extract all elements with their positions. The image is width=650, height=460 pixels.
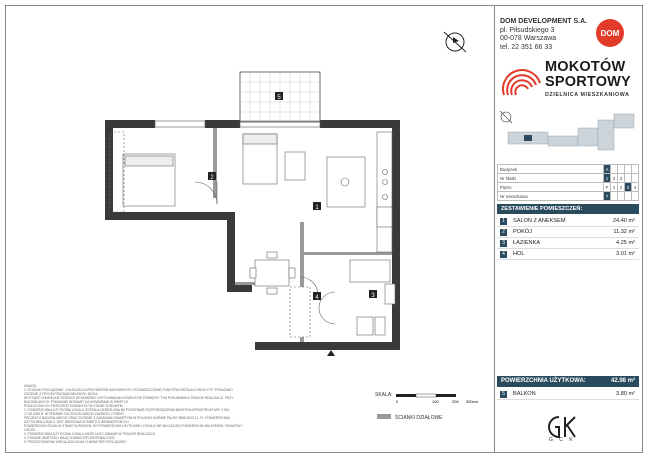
room-name: SALON Z ANEKSEM bbox=[513, 218, 566, 224]
company-address-2: 00-078 Warszawa bbox=[500, 35, 557, 43]
scale-bar bbox=[394, 392, 484, 406]
room-name: HOL bbox=[513, 251, 525, 257]
note-line: UWAGA: bbox=[24, 384, 37, 388]
room-label-3: 3 bbox=[371, 293, 375, 299]
svg-text:DOM: DOM bbox=[600, 29, 620, 38]
note-line: PROJEKTU BUDOWLANEGO ORAZ ZGODNIE Z ZASADAMI ZAWARTYMI W POLSKIEJ NORMIE PN-ISO 9836:2022-11, TJ. POWIERZCHNIA UŻYTKOWA LOKALU JEST MIERZONA W ŚWIETLE WEWNĘTRZNYCH bbox=[24, 416, 230, 424]
info-label: Nr mieszkania bbox=[498, 192, 604, 201]
room-area: 3.01 m² bbox=[616, 251, 635, 257]
usable-area-label: POWIERZCHNIA UŻYTKOWA: bbox=[501, 378, 586, 384]
balcony-row bbox=[497, 389, 639, 400]
room-name: ŁAZIENKA bbox=[513, 240, 541, 246]
room-number: 1 bbox=[500, 218, 507, 225]
room-number: 2 bbox=[500, 229, 507, 236]
info-row-building bbox=[498, 165, 639, 174]
room-name: POKÓJ bbox=[513, 229, 532, 235]
brand-title-line1: MOKOTÓW bbox=[545, 59, 626, 75]
room-area: 11.32 m² bbox=[613, 229, 635, 235]
building-key-map bbox=[498, 108, 640, 162]
info-row-staircase bbox=[498, 174, 639, 183]
room-area: 4.25 m² bbox=[616, 240, 635, 246]
rooms-header: ZESTAWIENIE POMIESZCZEŃ: bbox=[497, 204, 639, 214]
info-cell: 2 bbox=[611, 174, 618, 183]
note-line: 3. POWIERZCHNIA UŻYTKOWA LOKALU MOŻE ULEC ZMIANIE W TRAKCIE REALIZACJI. bbox=[24, 432, 156, 436]
info-cell: A bbox=[604, 165, 611, 174]
room-row bbox=[497, 216, 639, 227]
svg-text:200: 200 bbox=[452, 399, 459, 404]
svg-text:300cm: 300cm bbox=[466, 399, 479, 404]
scale-label: SKALA: bbox=[375, 392, 393, 398]
gck-text: G C K bbox=[549, 437, 576, 443]
info-row-apartment bbox=[498, 192, 639, 201]
furniture bbox=[110, 132, 395, 337]
info-cell: P bbox=[604, 183, 611, 192]
info-cell: 3 bbox=[618, 174, 625, 183]
info-row-floor bbox=[498, 183, 639, 192]
room-name: BALKON bbox=[513, 391, 536, 397]
note-line: WYSTĄPIĆ NIEWIELKIE RÓŻNICE WYMIARÓW I USYTUOWANIA ELEMENTÓW POMIĘDZY TYM RYSUNKIEM A TRAKCIE REALIZACJI, PRZY BUDOWLANYCH. POKAZANE WYMIARY SĄ WYMIARAMI W ŚWIETLE bbox=[24, 396, 234, 404]
north-arrow-icon bbox=[440, 28, 470, 56]
info-label: Budynek bbox=[498, 165, 604, 174]
info-cell: 1 bbox=[604, 174, 611, 183]
room-number: 3 bbox=[500, 240, 507, 247]
company-name: DOM DEVELOPMENT S.A. bbox=[500, 18, 588, 25]
room-area: 24.40 m² bbox=[612, 218, 635, 224]
note-line: 5. PRZEDSTAWIONA WIZUALIZACJA MA CHARAKTER POGLĄDOWY. bbox=[24, 440, 127, 444]
apartment-info-table bbox=[497, 164, 639, 201]
room-row bbox=[497, 249, 639, 260]
room-row bbox=[497, 238, 639, 249]
room-area: 3.80 m² bbox=[616, 391, 635, 397]
svg-text:100: 100 bbox=[432, 399, 439, 404]
room-label-5: 5 bbox=[277, 95, 281, 101]
room-number: 4 bbox=[500, 251, 507, 258]
dom-development-logo bbox=[592, 18, 628, 48]
usable-area-total bbox=[497, 376, 639, 387]
room-label-4: 4 bbox=[315, 295, 319, 301]
info-label: Nr klatki bbox=[498, 174, 604, 183]
room-row bbox=[497, 227, 639, 238]
disclaimer-notes bbox=[24, 384, 244, 444]
note-line: 2. POWIERZCHNIA UŻYTKOWA LOKALU ZOSTAŁA OKREŚLONA NA PODSTAWIE ROZPORZĄDZENIA MINISTRA INFRASTRUKTURY Z DN. 17.08.2006 R. W SPRAWIE SZCZEGÓŁOWEGO ZAKRESU I FORMY bbox=[24, 408, 230, 416]
info-label: Piętro bbox=[498, 183, 604, 192]
info-cell: 2 bbox=[618, 183, 625, 192]
company-phone: tel. 22 351 66 33 bbox=[500, 43, 553, 51]
room-label-2: 2 bbox=[210, 175, 214, 181]
usable-area-value: 42.98 m² bbox=[610, 378, 635, 384]
room-number: 5 bbox=[500, 391, 507, 398]
info-cell: 1 bbox=[611, 183, 618, 192]
panel-divider bbox=[494, 5, 495, 453]
note-line: 1. RYSUNKI POGLĄDOWE. LOKALIZACJA PRZYBORÓW SANITARNYCH, ROZMIESZCZENIE PUNKTÓW INSTALACYJNYCH ITP. POKAZANO ZGODNIE Z PROJEKTEM BUDOWLANYM. MOGĄ bbox=[24, 388, 233, 396]
info-cell: 7 bbox=[604, 192, 611, 201]
svg-text:0: 0 bbox=[396, 399, 399, 404]
entrance-marker-icon bbox=[327, 350, 335, 356]
note-line: POWIERZCHNI ŚCIAN W STANIE SUROWYM. DO POWIERZCHNI UŻYTKOWEJ LOKALU NIE WLICZA SIĘ POWIERZCHNI BALKONÓW, TARASÓW I LOGGII. bbox=[24, 424, 243, 432]
floor-plan bbox=[95, 32, 440, 362]
company-address-1: pl. Piłsudskiego 3 bbox=[500, 26, 555, 34]
company-info bbox=[500, 18, 587, 52]
brand-title-line2: SPORTOWY bbox=[545, 74, 631, 90]
note-line: PODŁOGOWYCH PRZEGRÓD ŚCIENNYCH W STANIE SUROWYM. bbox=[24, 404, 124, 408]
svg-text:ŚCIANKI DZIAŁOWE: ŚCIANKI DZIAŁOWE bbox=[395, 415, 443, 421]
info-cell: 4 bbox=[632, 183, 639, 192]
room-label-1: 1 bbox=[315, 205, 319, 211]
note-line: 4. PODANE WARTOŚCI MAJĄ CHARAKTER INFORMACYJNY. bbox=[24, 436, 116, 440]
brand-subtitle: DZIELNICA MIESZKANIOWA bbox=[545, 92, 630, 98]
info-cell: 3 bbox=[625, 183, 632, 192]
legend-partition-walls bbox=[375, 412, 485, 422]
